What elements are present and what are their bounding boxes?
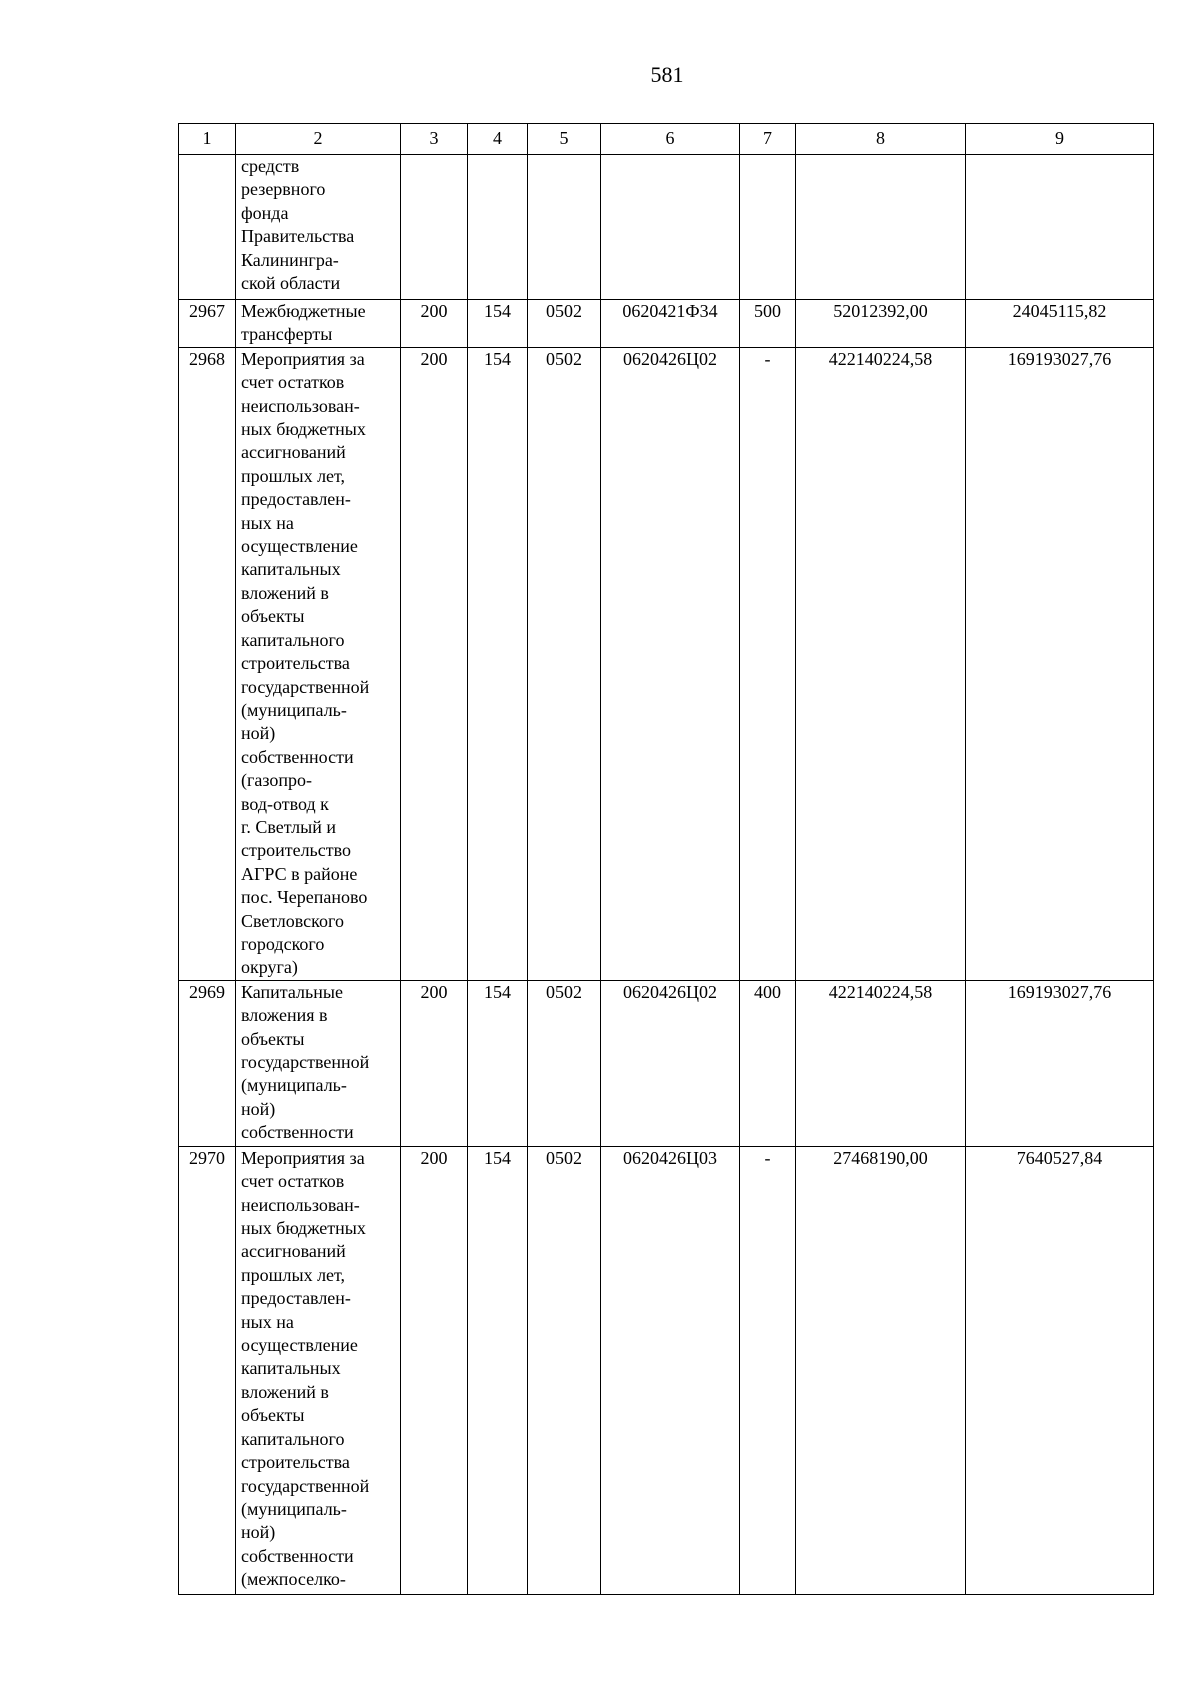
description-line: государственной [241,676,370,697]
budget-table [178,123,1154,1595]
code-3-cell [401,155,468,300]
code-5-cell: 0502 [528,980,601,1146]
executed-amount-cell: 7640527,84 [966,1146,1154,1594]
description-line: трансферты [241,324,333,345]
description-line: осуществление [241,1335,358,1356]
target-article-cell: 0620426Ц02 [601,980,740,1146]
description-line: фонда [241,202,289,223]
table-header-row [179,124,1154,155]
description-line: ной) [241,723,276,744]
page-number: 581 [650,62,684,87]
description-line: Калинингра- [241,249,339,270]
description-line: ассигнований [241,1241,346,1262]
code-3-cell: 200 [401,980,468,1146]
code-5-cell: 0502 [528,300,601,348]
executed-amount-cell: 169193027,76 [966,347,1154,980]
description-line: АГРС в районе [241,863,358,884]
code-3-cell: 200 [401,1146,468,1594]
description-line: ных бюджетных [241,1218,366,1239]
code-4-cell [468,155,528,300]
column-header: 7 [740,124,796,155]
description-line: вложений в [241,1381,329,1402]
expense-type-cell: - [740,1146,796,1594]
expense-type-cell [740,155,796,300]
code-5-cell [528,155,601,300]
description-cell [236,155,401,300]
description-line: Межбюджетные [241,301,366,321]
description-line: ной) [241,1522,276,1543]
description-line: строительства [241,1452,350,1473]
column-header: 4 [468,124,528,155]
amount-cell: 422140224,58 [796,347,966,980]
description-line: собственности [241,1545,354,1566]
description-line: капитальных [241,559,341,580]
description-line: (муниципаль- [241,1498,347,1519]
description-cell [236,980,401,1146]
description-line: вложения в [241,1005,328,1026]
description-line: государственной [241,1475,370,1496]
description-line: вложений в [241,582,329,603]
description-line: ной) [241,1098,276,1119]
description-line: предоставлен- [241,489,351,510]
description-line: объекты [241,1405,305,1426]
expense-type-cell: - [740,347,796,980]
column-header: 3 [401,124,468,155]
row-number-cell: 2967 [179,300,236,348]
description-line: строительство [241,840,351,861]
description-line: неиспользован- [241,1194,360,1215]
description-line: Мероприятия за [241,348,365,369]
description-line: (муниципаль- [241,699,347,720]
description-line: городского [241,933,325,954]
description-line: (муниципаль- [241,1075,347,1096]
table-row [179,347,1154,980]
description-line: счет остатков [241,1171,345,1192]
column-header: 9 [966,124,1154,155]
code-4-cell: 154 [468,980,528,1146]
description-line: собственности [241,1122,354,1143]
description-line: объекты [241,1028,305,1049]
target-article-cell: 0620426Ц02 [601,347,740,980]
description-line: Светловского [241,910,344,931]
code-4-cell: 154 [468,347,528,980]
description-line: прошлых лет, [241,465,346,486]
description-line: капитального [241,629,345,650]
code-3-cell: 200 [401,300,468,348]
description-line: (межпоселко- [241,1569,346,1590]
table-row [179,1146,1154,1594]
row-number-cell [179,155,236,300]
target-article-cell: 0620426Ц03 [601,1146,740,1594]
executed-amount-cell: 24045115,82 [966,300,1154,348]
description-line: резервного [241,179,326,200]
row-number-cell: 2969 [179,980,236,1146]
amount-cell: 52012392,00 [796,300,966,348]
description-line: Мероприятия за [241,1147,365,1168]
column-header: 8 [796,124,966,155]
description-line: Капитальные [241,981,343,1002]
description-line: капитальных [241,1358,341,1379]
target-article-cell [601,155,740,300]
description-line: средств [241,156,300,176]
target-article-cell: 0620421Ф34 [601,300,740,348]
table-row [179,155,1154,300]
code-4-cell: 154 [468,300,528,348]
description-line: Правительства [241,226,355,247]
description-line: объекты [241,606,305,627]
code-3-cell: 200 [401,347,468,980]
description-line: строительства [241,653,350,674]
description-line: г. Светлый и [241,816,337,837]
code-4-cell: 154 [468,1146,528,1594]
code-5-cell: 0502 [528,1146,601,1594]
table-row [179,300,1154,348]
amount-cell: 27468190,00 [796,1146,966,1594]
description-line: (газопро- [241,770,312,791]
description-line: осуществление [241,536,358,557]
description-line: пос. Черепаново [241,887,368,908]
description-line: прошлых лет, [241,1264,346,1285]
description-line: ассигнований [241,442,346,463]
description-cell [236,300,401,348]
code-5-cell: 0502 [528,347,601,980]
row-number-cell: 2968 [179,347,236,980]
description-line: вод-отвод к [241,793,329,814]
amount-cell [796,155,966,300]
description-line: неиспользован- [241,395,360,416]
executed-amount-cell [966,155,1154,300]
column-header: 6 [601,124,740,155]
description-line: собственности [241,746,354,767]
description-cell [236,1146,401,1594]
expense-type-cell: 400 [740,980,796,1146]
description-line: ных на [241,512,294,533]
column-header: 2 [236,124,401,155]
column-header: 1 [179,124,236,155]
description-cell [236,347,401,980]
description-line: счет остатков [241,372,345,393]
expense-type-cell: 500 [740,300,796,348]
row-number-cell: 2970 [179,1146,236,1594]
description-line: капитального [241,1428,345,1449]
description-line: предоставлен- [241,1288,351,1309]
executed-amount-cell: 169193027,76 [966,980,1154,1146]
column-header: 5 [528,124,601,155]
description-line: ных на [241,1311,294,1332]
description-line: ской области [241,273,341,294]
description-line: округа) [241,957,298,978]
amount-cell: 422140224,58 [796,980,966,1146]
description-line: ных бюджетных [241,419,366,440]
table-row [179,980,1154,1146]
description-line: государственной [241,1052,370,1073]
